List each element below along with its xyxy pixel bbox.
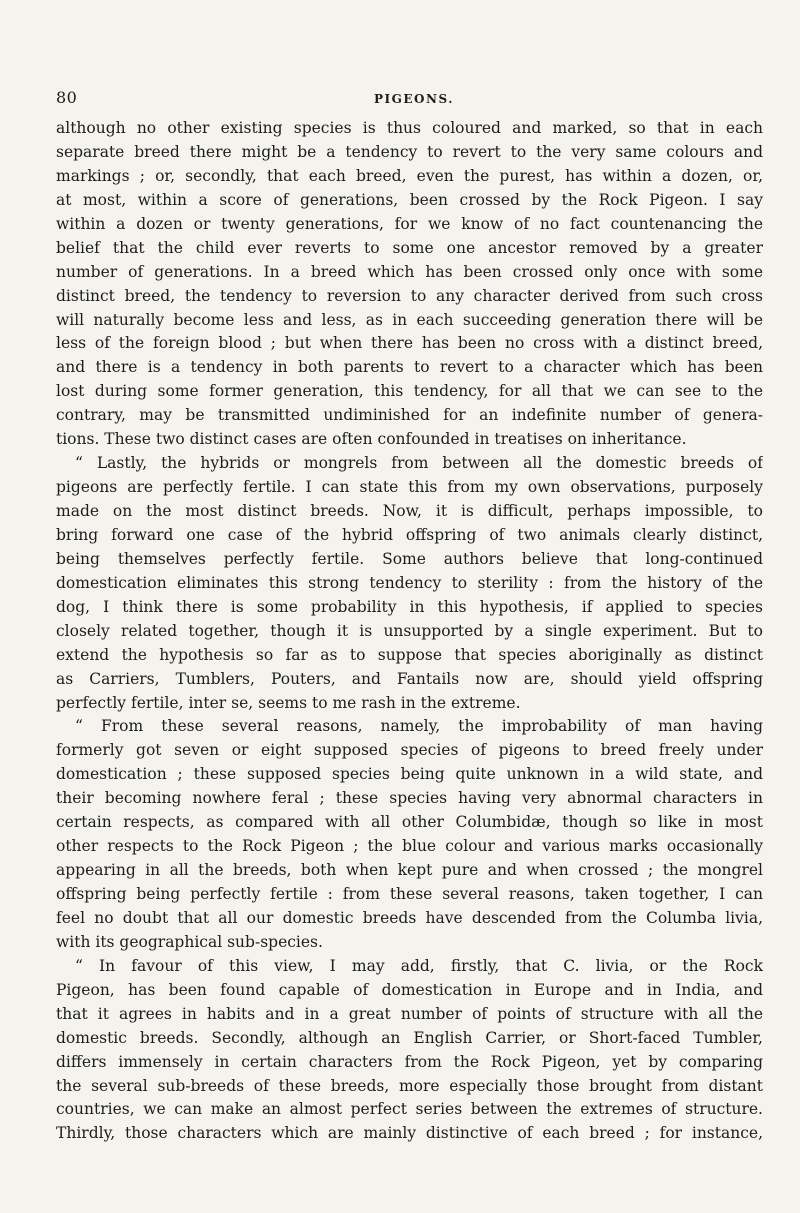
text-line: perfectly fertile, inter se, seems to me rash in the extreme. xyxy=(56,693,521,712)
text-line: “ Lastly, the hybrids or mongrels from between all the domestic breeds of xyxy=(75,454,763,473)
text-line: domestication eliminates this strong tendency to sterility : from the history of the xyxy=(56,573,763,592)
text-line: domestic breeds. Secondly, although an English Carrier, or Short-faced Tumbler, xyxy=(56,1028,763,1047)
text-line: as Carriers, Tumblers, Pouters, and Fantails now are, should yield offspring xyxy=(56,669,763,688)
text-line: the several sub-breeds of these breeds, more especially those brought from distant xyxy=(56,1076,763,1095)
text-line: bring forward one case of the hybrid offspring of two animals clearly distinct, xyxy=(56,525,763,544)
text-line: will naturally become less and less, as in each succeeding generation there will be xyxy=(56,310,763,329)
text-line: “ From these several reasons, namely, the improbability of man having xyxy=(75,717,763,736)
text-line: although no other existing species is thus coloured and marked, so that in each xyxy=(56,119,763,137)
text-line: other respects to the Rock Pigeon ; the blue colour and various marks occasionally xyxy=(56,837,763,856)
text-line: that it agrees in habits and in a great number of points of structure with all the xyxy=(56,1004,763,1023)
text-line: Pigeon, has been found capable of domestication in Europe and in India, and xyxy=(56,980,763,999)
text-line: at most, within a score of generations, been crossed by the Rock Pigeon. I say xyxy=(56,190,763,209)
body-text xyxy=(56,117,763,1146)
text-line: being themselves perfectly fertile. Some authors believe that long-continued xyxy=(56,549,763,568)
text-line: formerly got seven or eight supposed species of pigeons to breed freely under xyxy=(56,741,763,760)
text-line: differs immensely in certain characters from the Rock Pigeon, yet by comparing xyxy=(56,1052,763,1071)
text-line: “ In favour of this view, I may add, firstly, that C. livia, or the Rock xyxy=(75,956,763,975)
text-line: certain respects, as compared with all other Columbidæ, though so like in most xyxy=(56,813,763,832)
text-line: their becoming nowhere feral ; these species having very abnormal characters in xyxy=(56,789,763,808)
page-number: 80 xyxy=(56,88,78,107)
text-line: domestication ; these supposed species being quite unknown in a wild state, and xyxy=(56,765,763,784)
text-line: appearing in all the breeds, both when kept pure and when crossed ; the mongrel xyxy=(56,861,763,880)
text-line: made on the most distinct breeds. Now, it is difficult, perhaps impossible, to xyxy=(56,502,763,520)
text-line: dog, I think there is some probability in this hypothesis, if applied to species xyxy=(56,597,763,616)
text-line: pigeons are perfectly fertile. I can state this from my own observations, purposely xyxy=(56,478,763,497)
text-line: offspring being perfectly fertile : from these several reasons, taken together, I can xyxy=(56,885,763,903)
text-line: less of the foreign blood ; but when there has been no cross with a distinct breed, xyxy=(56,334,763,353)
text-line: markings ; or, secondly, that each breed, even the purest, has within a dozen, or, xyxy=(56,166,763,185)
running-head xyxy=(56,88,756,108)
text-line: closely related together, though it is unsupported by a single experiment. But to xyxy=(56,621,763,640)
text-line: feel no doubt that all our domestic breeds have descended from the Columba livia, xyxy=(56,908,763,927)
text-line: extend the hypothesis so far as to suppose that species aboriginally as distinct xyxy=(56,645,763,664)
text-line: countries, we can make an almost perfect series between the extremes of structure. xyxy=(56,1100,763,1119)
text-line: separate breed there might be a tendency to revert to the very same colours and xyxy=(56,142,763,161)
text-line: contrary, may be transmitted undiminished for an indefinite number of genera- xyxy=(56,406,763,425)
text-line: and there is a tendency in both parents to revert to a character which has been xyxy=(56,358,763,377)
text-line: Thirdly, those characters which are mainly distinctive of each breed ; for instance, xyxy=(56,1124,763,1143)
text-line: within a dozen or twenty generations, for we know of no fact countenancing the xyxy=(56,214,763,233)
text-line: belief that the child ever reverts to some one ancestor removed by a greater xyxy=(56,238,763,257)
text-line: with its geographical sub-species. xyxy=(56,932,323,951)
text-line: distinct breed, the tendency to reversion to any character derived from such cross xyxy=(56,286,763,305)
running-title: PIGEONS. xyxy=(374,92,454,106)
text-line: tions. These two distinct cases are often confounded in treatises on inheritance. xyxy=(56,430,687,449)
text-line: lost during some former generation, this tendency, for all that we can see to the xyxy=(56,382,763,401)
text-line: number of generations. In a breed which has been crossed only once with some xyxy=(56,262,763,281)
